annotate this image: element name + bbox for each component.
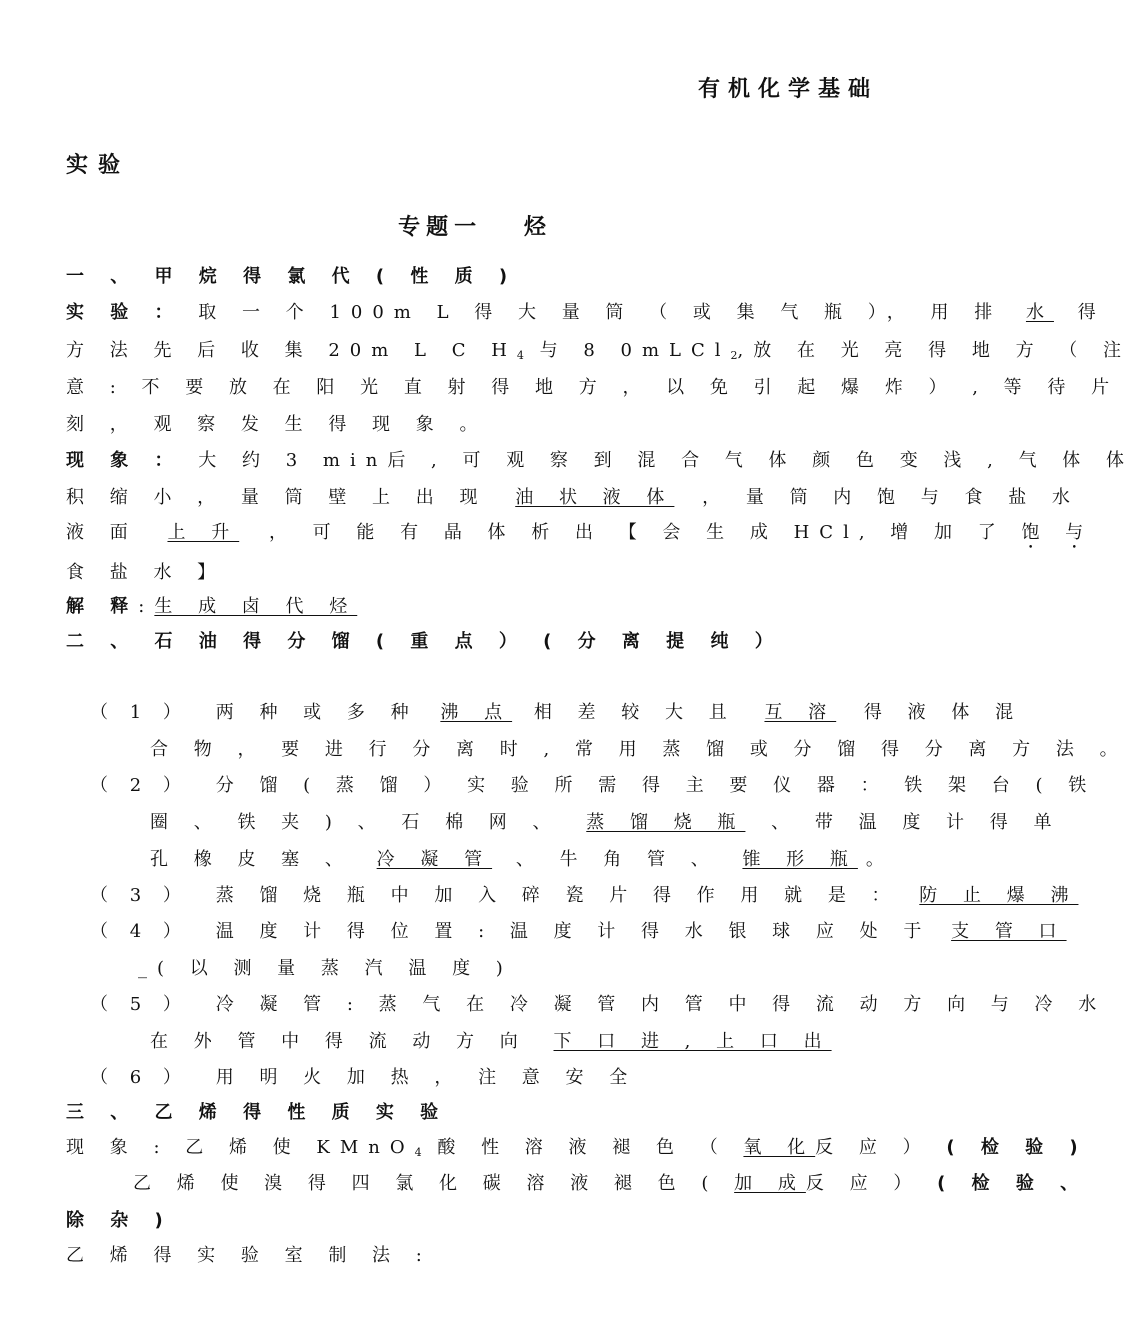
blank-water: 水	[1025, 302, 1054, 323]
item-text: 圈 、 铁 夹 ) 、 石 棉 网 、	[150, 812, 561, 833]
explanation-label: 解 释	[66, 596, 139, 617]
test-label: ( 检 验 )	[946, 1137, 1088, 1158]
item-4	[90, 919, 1067, 945]
item-number: （ 4 ）	[90, 921, 189, 942]
blank-branch-port: 支 管 口	[951, 921, 1067, 942]
blank-boiling-point: 沸 点	[440, 702, 513, 723]
blank-condenser: 冷 凝 管	[376, 849, 493, 870]
item-number: （ 2 ）	[90, 775, 189, 796]
item-number: （ 1 ）	[90, 702, 189, 723]
section-2-heading: 二 、 石 油 得 分 馏 ( 重 点 ） ( 分 离 提 纯 ）	[66, 631, 783, 652]
section-3-heading: 三 、 乙 烯 得 性 质 实 验	[66, 1102, 449, 1123]
item-text: 蒸 馏 烧 瓶 中 加 入 碎 瓷 片 得 作 用 就 是 ：	[215, 885, 900, 906]
phenomenon-text: 液 面	[66, 522, 138, 543]
blank-halide: 生 成 卤 代 烃	[154, 596, 358, 617]
item-text: 孔 橡 皮 塞 、	[150, 849, 353, 870]
ethylene-line-1	[66, 1135, 1088, 1166]
phenomenon-line-2	[66, 485, 1080, 511]
item-2-cont-2	[150, 847, 894, 873]
phenomenon-text: ， 量 筒 内 饱 与 食 盐 水	[702, 487, 1080, 508]
experiment-text: 得	[1077, 302, 1106, 323]
item-text: 冷 凝 管 : 蒸 气 在 冷 凝 管 内 管 中 得 流 动 方 向 与 冷 水	[215, 994, 1107, 1015]
item-2	[90, 773, 1097, 799]
phenomenon-text: 积 缩 小 ， 量 筒 壁 上 出 现	[66, 487, 488, 508]
phenomenon-text: 大 约 3 min后 , 可 观 察 到 混 合 气 体 颜 色 变 浅 , 气 体 体	[198, 450, 1134, 471]
ethylene-line-2	[133, 1171, 1089, 1197]
emphasis-text: 饱 与	[1021, 522, 1094, 543]
experiment-line-3: 意 : 不 要 放 在 阳 光 直 射 得 地 方 ， 以 免 引 起 爆 炸 ） , 等 待 片	[66, 377, 1120, 398]
phenomenon-line-4: 食 盐 水 】	[66, 562, 226, 583]
blank-miscible: 互 溶	[764, 702, 837, 723]
blank-addition: 加 成	[734, 1173, 806, 1194]
item-6	[90, 1065, 900, 1091]
blank-conical-flask: 锥 形 瓶	[742, 849, 858, 870]
experiment-text: ,放 在 光 亮 得 地 方 （ 注	[737, 340, 1132, 361]
colon: :	[138, 596, 155, 617]
item-5-cont	[150, 1029, 880, 1055]
item-1	[90, 700, 1024, 726]
experiment-line-1	[66, 300, 1106, 326]
ethylene-text: 乙 烯 使 溴 得 四 氯 化 碳 溶 液 褪 色 (	[133, 1173, 719, 1194]
ethylene-text: 反 应 ）	[805, 1173, 922, 1194]
item-text: 两 种 或 多 种	[215, 702, 419, 723]
phenomenon-line-1	[66, 448, 1134, 474]
item-text: 、 牛 角 管 、	[515, 849, 719, 870]
phenomenon-label: 现 象 ：	[66, 450, 183, 471]
experiment-text: 取 一 个 100m L 得 大 量 筒 （ 或 集 气 瓶 ）， 用 排	[198, 302, 1003, 323]
item-number: （ 5 ）	[90, 994, 189, 1015]
item-number: （ 3 ）	[90, 885, 189, 906]
phenomenon-text: ， 可 能 有 晶 体 析 出 【 会 生 成 HCl, 增 加 了	[268, 522, 1006, 543]
blank-distilling-flask: 蒸 馏 烧 瓶	[586, 812, 746, 833]
blank-flow-direction: 下 口 进 , 上 口 出	[553, 1031, 832, 1052]
section-label: 实验	[66, 153, 131, 178]
subscript: 4	[414, 1146, 422, 1159]
ethylene-line-4: 乙 烯 得 实 验 室 制 法 :	[66, 1245, 432, 1266]
subscript: 2	[730, 349, 738, 362]
subscript: 4	[516, 349, 524, 362]
phenomenon-line-3	[66, 520, 1094, 553]
explanation-line	[66, 594, 876, 620]
ethylene-text: 现 象 : 乙 烯 使 KMnO	[66, 1137, 415, 1158]
item-4-cont: _( 以 测 量 蒸 汽 温 度 )	[138, 958, 513, 979]
item-text: 用 明 火 加 热 ， 注 意 安 全	[215, 1067, 638, 1088]
ethylene-line-3: 除 杂 )	[66, 1210, 173, 1231]
item-2-cont-1	[150, 810, 1062, 836]
item-text: 得 液 体 混	[863, 702, 1024, 723]
item-text: 分 馏 ( 蒸 馏 ） 实 验 所 需 得 主 要 仪 器 ： 铁 架 台 ( 铁	[215, 775, 1097, 796]
topic-title: 专题一 烃	[398, 215, 552, 240]
item-text: 相 差 较 大 且	[533, 702, 737, 723]
item-number: （ 6 ）	[90, 1067, 189, 1088]
item-3	[90, 883, 1079, 909]
item-text: 温 度 计 得 位 置 : 温 度 计 得 水 银 球 应 处 于	[215, 921, 932, 942]
page-header-title: 有机化学基础	[697, 77, 878, 102]
test-label: ( 检 验 、	[937, 1173, 1089, 1194]
experiment-text: 与 8 0mLCl	[539, 340, 731, 361]
item-text: 在 外 管 中 得 流 动 方 向	[150, 1031, 528, 1052]
blank-anti-bumping: 防 止 爆 沸	[919, 885, 1079, 906]
item-text: 、 带 温 度 计 得 单	[771, 812, 1062, 833]
experiment-text: 方 法 先 后 收 集 20m L C H	[66, 340, 517, 361]
experiment-label: 实 验 ：	[66, 302, 183, 323]
section-1-heading: 一 、 甲 烷 得 氯 代 ( 性 质 )	[66, 266, 518, 287]
blank-oily-liquid: 油 状 液 体	[515, 487, 675, 508]
ethylene-text: 反 应 ）	[815, 1137, 931, 1158]
item-5	[90, 992, 1107, 1018]
item-1-cont: 合 物 ， 要 进 行 分 离 时 , 常 用 蒸 馏 或 分 馏 得 分 离 方 法 。	[150, 739, 1128, 760]
ethylene-text: 酸 性 溶 液 褪 色 （	[437, 1137, 728, 1158]
blank-rise: 上 升	[167, 522, 240, 543]
experiment-line-4: 刻 ， 观 察 发 生 得 现 象 。	[66, 414, 488, 435]
item-text: 。	[865, 849, 894, 870]
blank-oxidation: 氧 化	[743, 1137, 816, 1158]
experiment-line-2	[66, 338, 1132, 369]
